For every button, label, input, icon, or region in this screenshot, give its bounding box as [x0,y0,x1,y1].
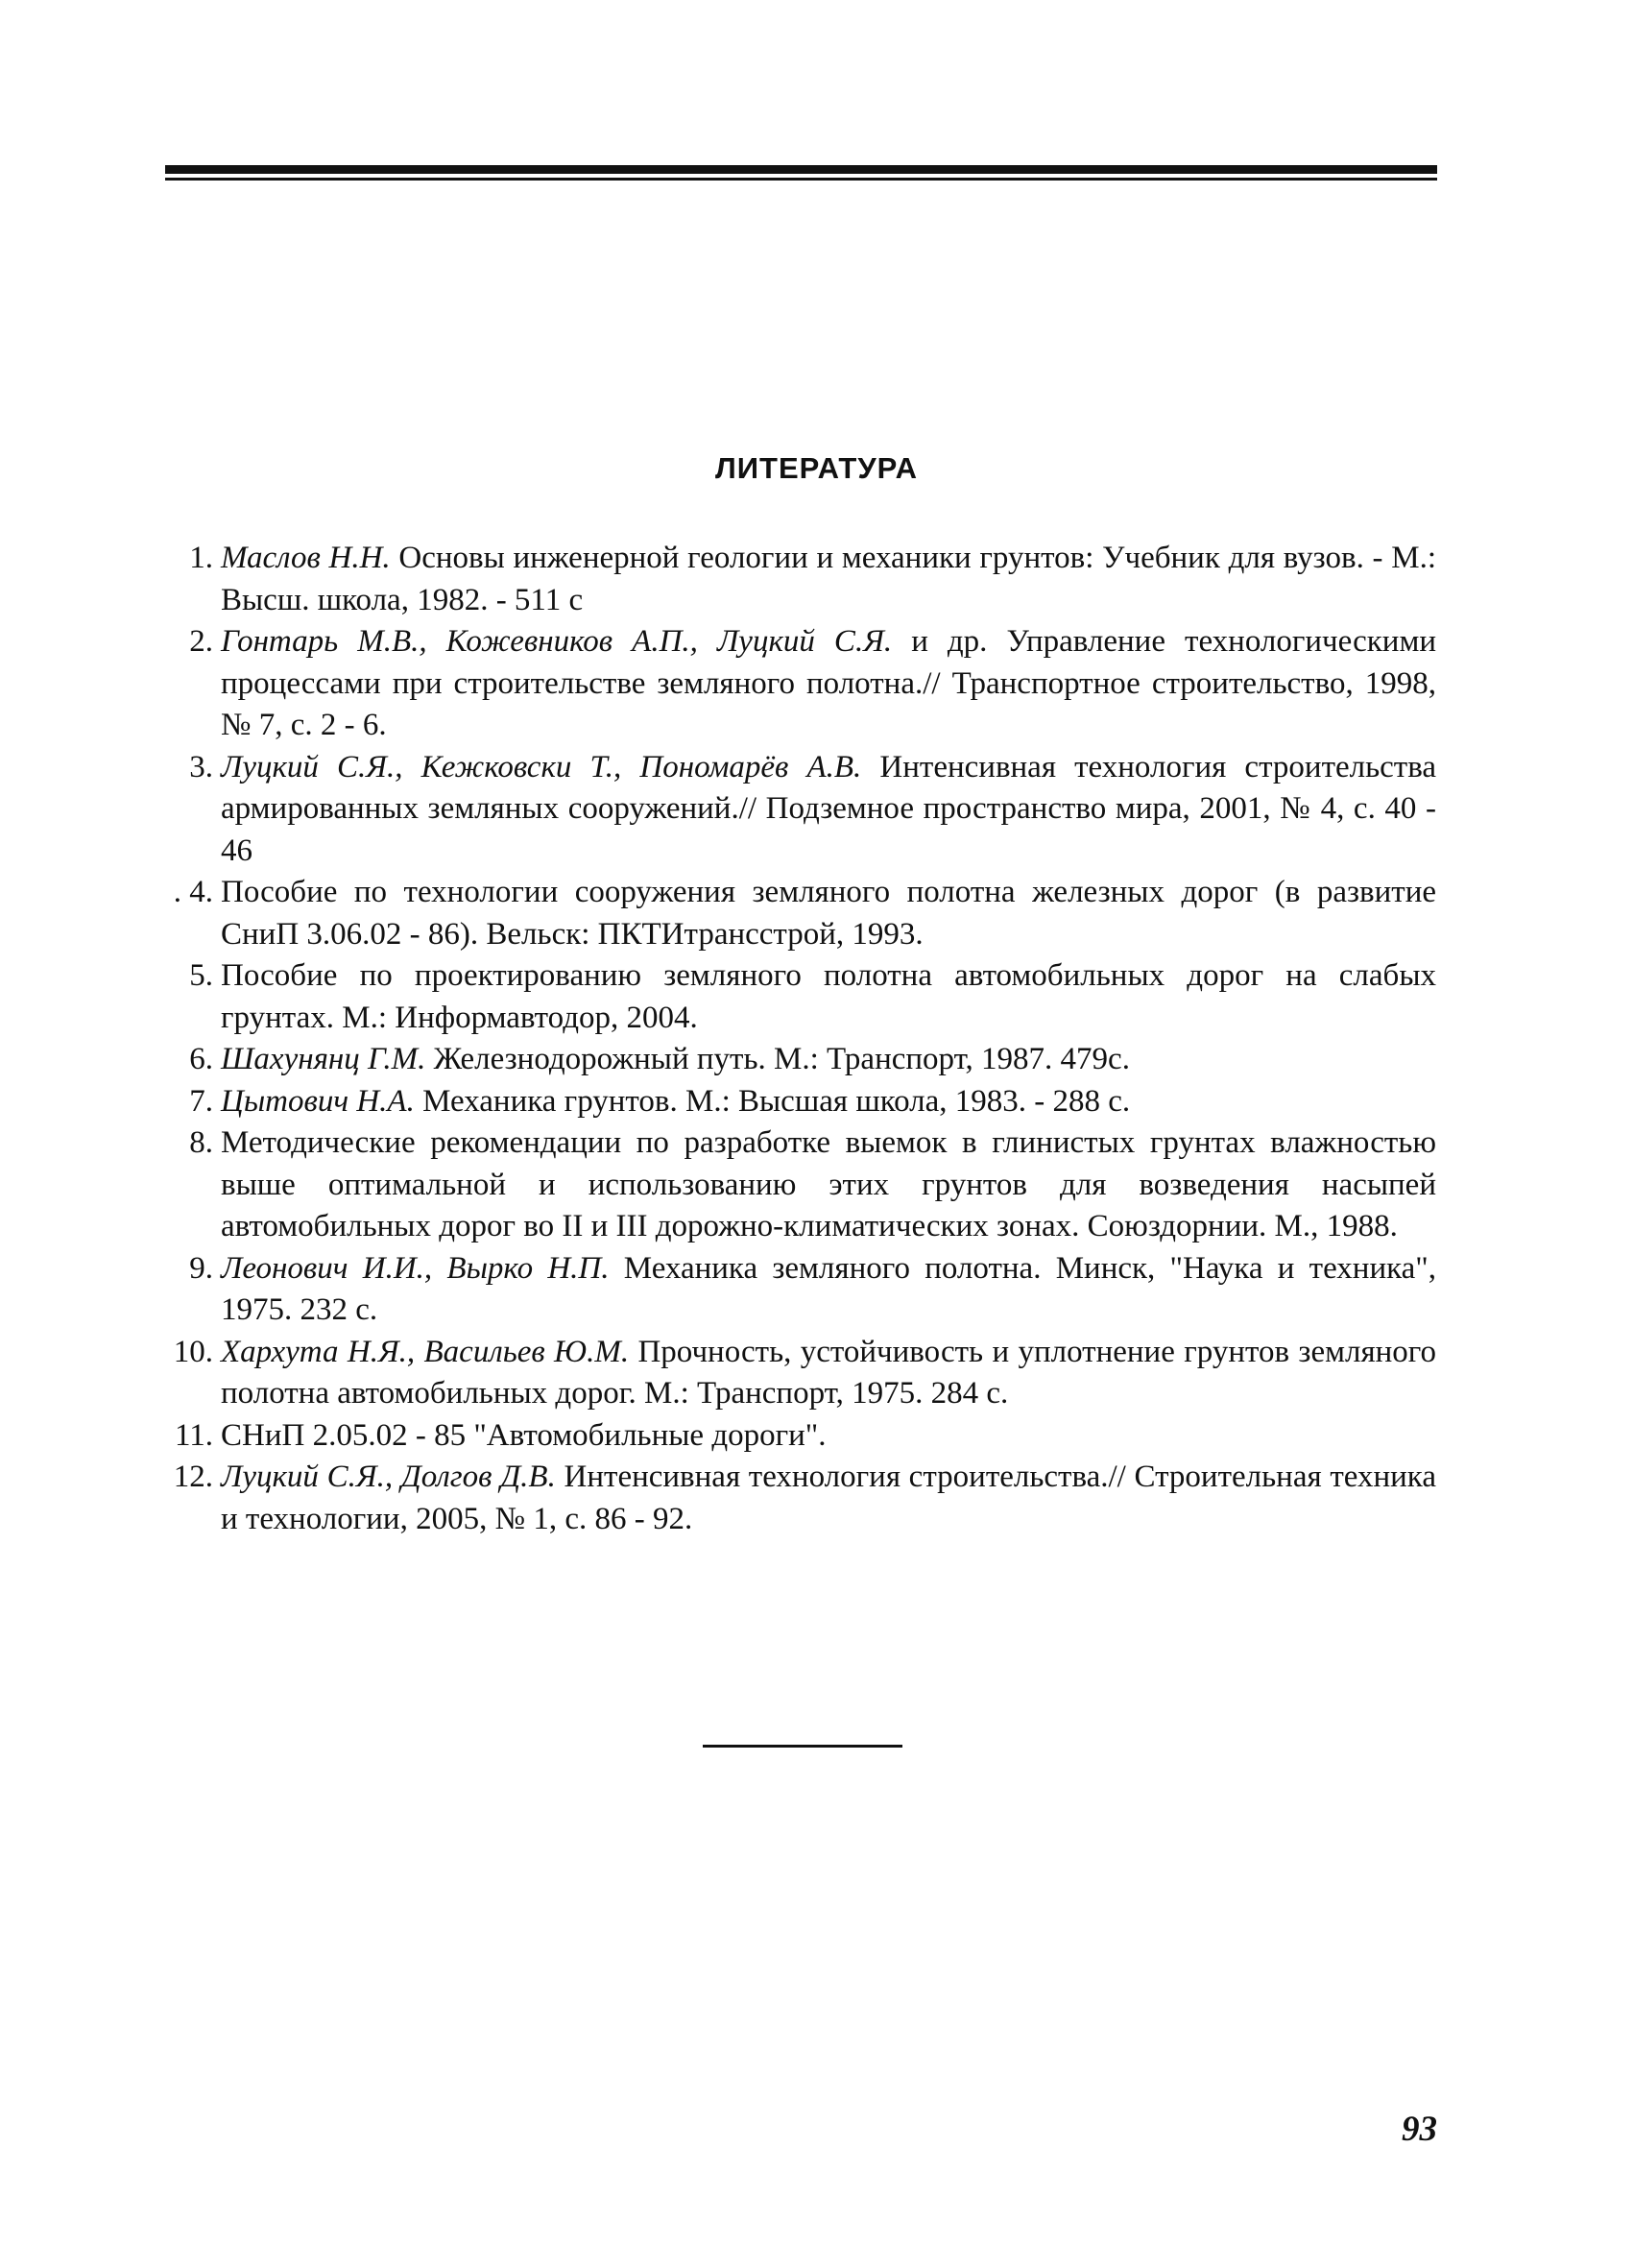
reference-number: 12. [173,1460,213,1494]
reference-text: СНиП 2.05.02 - 85 "Автомобильные дороги". [221,1417,827,1453]
reference-text: Интенсивная технология строительства.// Строительная техника и технологии, 2005, № 1, с. 86 - 92. [221,1460,1436,1536]
reference-number: 9. [189,1250,213,1286]
reference-text: Механика земляного полотна. Минск, "Наука и техника", 1975. 232 с. [221,1250,1437,1327]
reference-list [169,538,1436,1540]
reference-number: . 4. [173,875,213,909]
header-double-rule [165,165,1437,181]
reference-number: 5. [189,958,213,993]
page-title: ЛИТЕРАТУРА [714,451,918,485]
reference-number: 7. [189,1083,213,1119]
reference-item [169,1415,1436,1458]
reference-number: 11. [174,1417,213,1453]
reference-text: Прочность, устойчивость и уплотнение грунтов земляного полотна автомобильных дорог. М.: Транспорт, 1975. 284 с. [221,1334,1436,1411]
reference-item [169,1332,1436,1415]
header-rule-thick [165,165,1437,174]
end-rule [703,1745,902,1748]
reference-text: и др. Управление технологическими процессами при строительстве земляного полотна.// Транспортное строительство, 1998, № 7, с. 2 - 6. [221,624,1436,742]
reference-text: Пособие по проектированию земляного полотна автомобильных дорог на слабых грунтах. М.: Информавтодор, 2004. [221,958,1436,1035]
reference-item [169,955,1436,1039]
reference-item [169,872,1436,955]
reference-authors: Цытович Н.А. [221,1083,415,1119]
page-number: 93 [1402,2110,1437,2149]
reference-text: Методические рекомендации по разработке выемок в глинистых грунтах влажностью выше оптимальной и использованию этих грунтов для возведения насыпей автомобильных дорог во II и III дорожно-климатических зонах. Союздорнии. М., 1988. [221,1125,1436,1243]
reference-number: 3. [189,749,213,784]
reference-number: 6. [189,1042,213,1076]
header-rule-thin [165,178,1437,181]
reference-text: Механика грунтов. М.: Высшая школа, 1983. - 288 с. [414,1083,1131,1119]
reference-item [169,1248,1436,1332]
reference-number: 1. [189,541,213,575]
reference-number: 2. [189,624,213,659]
reference-text: Интенсивная технология строительства армированных земляных сооружений.// Подземное пространство мира, 2001, № 4, с. 40 - 46 [221,749,1437,868]
reference-authors: Леонович И.И., Вырко Н.П. [221,1250,610,1286]
reference-text: Железнодорожный путь. М.: Транспорт, 1987. 479с. [425,1042,1130,1076]
reference-item [169,747,1436,873]
reference-item [169,1122,1436,1248]
reference-number: 10. [173,1334,213,1369]
reference-number: 8. [189,1125,213,1160]
reference-authors: Луцкий С.Я., Долгов Д.В. [221,1460,556,1494]
reference-text: Основы инженерной геологии и механики грунтов: Учебник для вузов. - М.: Высш. школа, 1982. - 511 с [221,541,1437,617]
reference-authors: Гонтарь М.В., Кожевников А.П., Луцкий С.Я. [221,624,893,659]
reference-item [169,1039,1436,1081]
reference-authors: Хархута Н.Я., Васильев Ю.М. [221,1334,630,1369]
reference-authors: Шахунянц Г.М. [221,1042,426,1076]
reference-authors: Маслов Н.Н. [221,541,391,575]
reference-item [169,1457,1436,1540]
reference-item [169,538,1436,621]
reference-authors: Луцкий С.Я., Кежковски Т., Пономарёв А.В. [221,749,862,784]
reference-item [169,1081,1436,1123]
reference-item [169,621,1436,747]
reference-text: Пособие по технологии сооружения земляного полотна железных дорог (в развитие СниП 3.06.02 - 86). Вельск: ПКТИтрансстрой, 1993. [221,875,1436,952]
